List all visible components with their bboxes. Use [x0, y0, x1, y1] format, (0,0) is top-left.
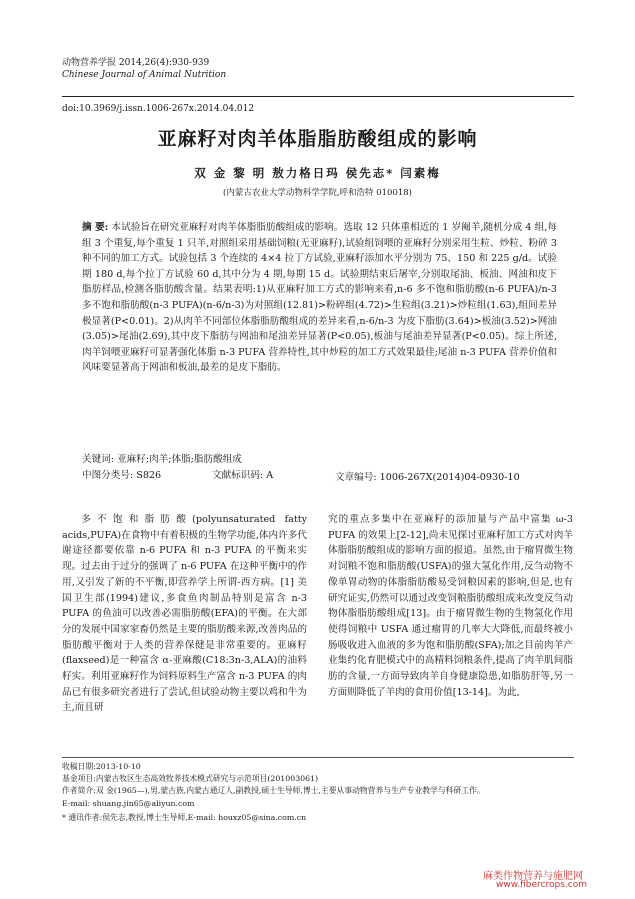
doi: doi:10.3969/j.issn.1006-267x.2014.04.012: [62, 104, 255, 114]
clc-number: 中图分类号: S826: [82, 470, 162, 481]
abstract-label: 摘 要:: [82, 222, 109, 233]
affiliation: (内蒙古农业大学动物科学学院,呼和浩特 010018): [223, 188, 412, 198]
keywords: 关键词: 亚麻籽;肉羊;体脂;脂肪酸组成: [82, 454, 242, 465]
header-rule: [62, 96, 574, 97]
watermark-url: www.fibercrops.com: [496, 880, 587, 890]
footnote-author-bio: 作者简介:双 金(1965—),男,蒙古族,内蒙古通辽人,副教授,硕士生导师,博士,主要从事动物营养与生产专业教学与科研工作。: [62, 786, 485, 795]
journal-name-cn: 动物营养学报 2014,26(4):930-939: [62, 58, 210, 68]
watermark-text: 麻类作物营养与施肥网: [483, 871, 583, 882]
article-title: 亚麻籽对肉羊体脂脂肪酸组成的影响: [157, 128, 478, 150]
authors: 双 金 黎 明 敖力格日玛 侯先志* 闫素梅: [194, 166, 441, 180]
abstract-text: 本试验旨在研究亚麻籽对肉羊体脂脂肪酸组成的影响。选取 12 只体重相近的 1 岁阉羊,随机分成 4 组,每组 3 个重复,每个重复 1 只羊,对照组采用基础饲粮(无亚麻籽),试验组饲喂的亚麻籽分别采用生粒、炒粒、粉碎 3 种不同的加工方式。试验包括 3 个连续的 4×4 拉丁方试验,亚麻籽添加水平分别为 75、150 和 225 g/d。试验期 180 d,每个拉丁方试验 60 d,其中分为 4 期,每期 15 d。试验期结束后屠宰,分别取尾油、板油、网油和皮下脂肪样品,检测各脂肪酸含量。结果表明:1)从亚麻籽加工方式的影响来看,n-6 多不饱和脂肪酸(n-6 PUFA)/n-3 多不饱和脂肪酸(n-3 PUFA)(n-6/n-3)为对照组(12.81)>粉碎组(4.72)>生粒组(3.21)>炒粒组(1.63),组间差异极显著(P<0.01)。2)从肉羊不同部位体脂脂肪酸组成的差异来看,n-6/n-3 为皮下脂肪(3.64)>板油(3.52)>网油(3.05)>尾油(2.69),其中皮下脂肪与网油和尾油差异显著(P<0.05),板油与尾油差异显著(P<0.05)。综上所述,肉羊饲喂亚麻籽可显著强化体脂 n-3 PUFA 营养特性,其中炒粒的加工方式效果最佳;尾油 n-3 PUFA 营养价值和风味要显著高于网油和板油,最差的是皮下脂肪。: [82, 222, 557, 374]
abstract: [82, 220, 557, 376]
footnote-fund: 基金项目:内蒙古牧区生态高效牧养技术模式研究与示范项目(201003061): [62, 774, 319, 783]
footnote-received: 收稿日期:2013-10-10: [62, 762, 141, 771]
body-column-left: 多不饱和脂肪酸(polyunsaturated fatty acids,PUFA)在食物中有着积极的生物学功能,体内许多代谢途径都要依靠 n-6 PUFA 和 n-3 PUFA 的平衡来实现。过去由于过分的强调了 n-6 PUFA 在这种平衡中的作用,又引发了新的不平衡,即营养学上所谓-西方病。[1] 美国卫生部(1994)建议,多食鱼肉制品特别是富含 n-3 PUFA 的鱼油可以改善必需脂肪酸(EFA)的平衡。在大部分的发展中国家家畜仍然是主要的脂肪酸来源,改善肉品的脂肪酸平衡对于人类的营养保健是非常重要的。亚麻籽(flaxseed)是一种富含 α-亚麻酸(C18:3n-3,ALA)的油料籽实。利用亚麻籽作为饲料原料生产富含 n-3 PUFA 的肉品已有很多研究者进行了尝试,但试验动物主要以鸡和牛为主,而且研: [62, 514, 307, 714]
document-code: 文献标识码: A: [212, 470, 274, 481]
body-column-right: 究的重点多集中在亚麻籽的添加量与产品中富集 ω-3 PUFA 的效果上[2-12],尚未见探讨亚麻籽加工方式对肉羊体脂脂肪酸组成的影响方面的报道。虽然,由于瘤胃微生物对饲粮不饱和脂肪酸(USFA)的强大氢化作用,反刍动物不像单胃动物的体脂脂肪酸易受饲粮因素的影响,但是,也有研究证实,仍然可以通过改变饲粮脂肪酸组成来改变反刍动物体脂脂肪酸组成[13]。由于瘤胃微生物的生物氢化作用使得饲粮中 USFA 通过瘤胃的几率大大降低,而最终被小肠吸收进入血液的多为饱和脂肪酸(SFA);加之目前肉羊产业集约化育肥模式中的高精料饲粮条件,提高了肉羊肌间脂肪的含量,一方面导致肉羊自身健康隐患,如脂肪肝等,另一方面则降低了羊肉的食用价值[13-14]。为此,: [328, 514, 573, 698]
footnote-corresponding: * 通讯作者:侯先志,教授,博士生导师,E-mail: houxz05@sina.com.cn: [62, 813, 307, 822]
article-number: 文章编号: 1006-267X(2014)04-0930-10: [335, 472, 520, 483]
journal-name-en: Chinese Journal of Animal Nutrition: [62, 70, 227, 80]
footnote-rule: [62, 757, 574, 758]
footnote-author-email: E-mail: shuang.jin65@aliyun.com: [62, 799, 195, 808]
